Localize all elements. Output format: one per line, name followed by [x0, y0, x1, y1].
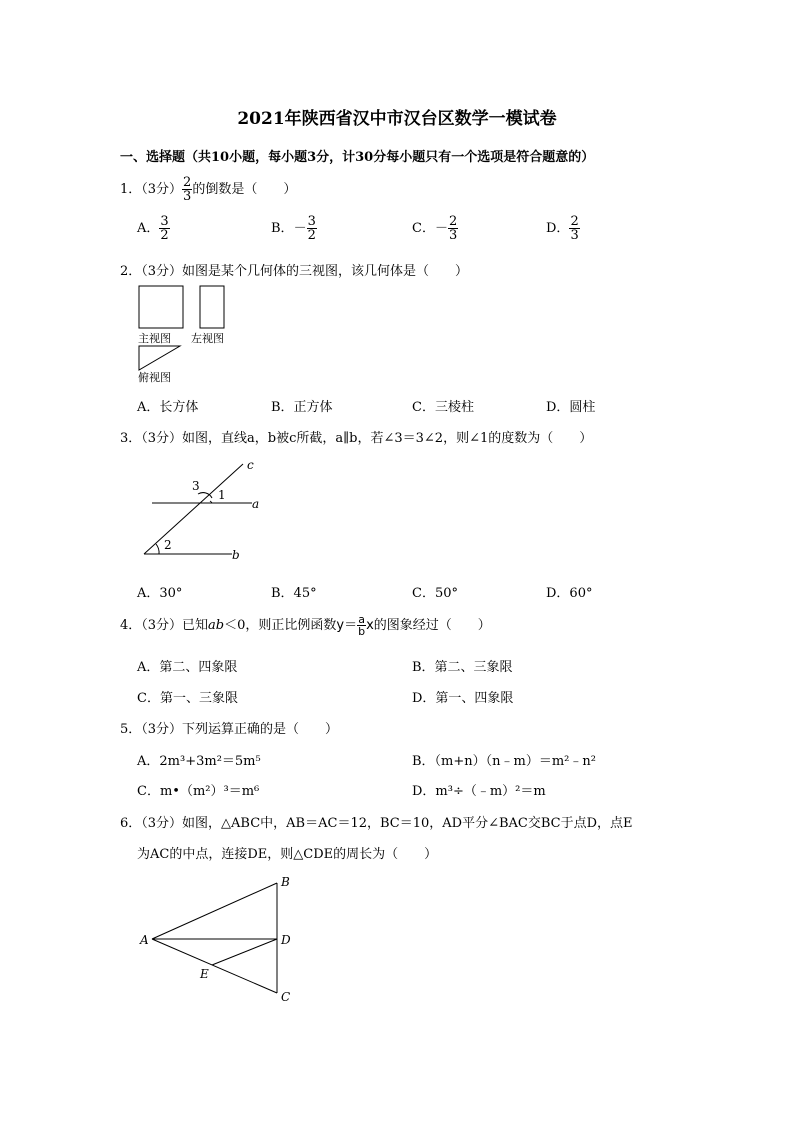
line-c	[144, 464, 243, 554]
q5-option-d[interactable]: D．m³÷（﹣m）²＝m	[412, 784, 546, 799]
label-b: b	[232, 548, 240, 562]
question-5-stem: 5．（3分）下列运算正确的是（ ）	[120, 722, 339, 737]
label-1: 1	[218, 488, 226, 502]
q1-option-c[interactable]: C．－ $\frac{2}{3}$	[412, 214, 458, 243]
q5-option-c[interactable]: C．m•（m²）³＝m⁶	[137, 784, 260, 799]
label-E: E	[200, 967, 209, 981]
fraction: $\frac{2}{3}$	[183, 175, 192, 204]
parallel-lines-figure	[140, 455, 270, 567]
q2-option-d[interactable]: D．圆柱	[546, 400, 596, 415]
angle-2-arc	[156, 544, 159, 554]
q1-option-d[interactable]: D． $\frac{2}{3}$	[546, 214, 579, 243]
q1-option-b[interactable]: B．－ $\frac{3}{2}$	[271, 214, 316, 243]
q4-option-b[interactable]: B．第二、三象限	[412, 660, 513, 675]
label-C: C	[281, 990, 291, 1004]
question-1-stem: 1．（3分） $\frac{2}{3}$ 的倒数是（ ）	[120, 175, 297, 204]
q1-option-a[interactable]: A． $\frac{3}{2}$	[137, 214, 169, 243]
q3-option-d[interactable]: D．60°	[546, 586, 593, 601]
q2-option-b[interactable]: B．正方体	[271, 400, 333, 415]
label-A: A	[140, 933, 149, 947]
q2-option-a[interactable]: A．长方体	[137, 400, 199, 415]
q2-option-c[interactable]: C．三棱柱	[412, 400, 474, 415]
q3-option-a[interactable]: A．30°	[137, 586, 183, 601]
question-3-stem: 3．（3分）如图，直线a，b被c所截，a∥b，若∠3＝3∠2，则∠1的度数为（ ）	[120, 431, 593, 446]
left-view-label: 左视图	[191, 332, 224, 345]
label-B: B	[281, 875, 290, 889]
segment-ab	[152, 883, 277, 939]
label-a: a	[252, 497, 260, 511]
q5-option-b[interactable]: B．（m+n）（n﹣m）＝m²﹣n²	[412, 754, 596, 769]
segment-ac	[152, 939, 277, 993]
label-D: D	[281, 933, 291, 947]
triangle-figure	[136, 870, 306, 1010]
q4-option-d[interactable]: D．第一、四象限	[412, 691, 514, 706]
question-4-stem: 4．（3分）已知ab＜0，则正比例函数y＝ $\frac{a}{b}$ x的图象经过（ ）	[120, 613, 491, 638]
label-c: c	[247, 458, 254, 472]
q4-option-c[interactable]: C．第一、三象限	[137, 691, 238, 706]
front-view-label: 主视图	[138, 332, 171, 345]
page-title: 2021年陕西省汉中市汉台区数学一模试卷	[237, 109, 557, 129]
label-3: 3	[192, 479, 200, 493]
question-6-stem-line2: 为AC的中点，连接DE，则△CDE的周长为（ ）	[137, 847, 438, 862]
q4-option-a[interactable]: A．第二、四象限	[137, 660, 238, 675]
q3-option-b[interactable]: B．45°	[271, 586, 317, 601]
top-view-label: 俯视图	[138, 371, 171, 384]
segment-de	[212, 939, 277, 965]
q5-option-a[interactable]: A．2m³+3m²＝5m⁵	[137, 754, 261, 769]
label-2: 2	[164, 538, 172, 552]
question-2-stem: 2．（3分）如图是某个几何体的三视图，该几何体是（ ）	[120, 264, 469, 279]
front-view-rect	[139, 286, 183, 328]
q3-option-c[interactable]: C．50°	[412, 586, 458, 601]
left-view-rect	[200, 286, 224, 328]
top-view-triangle	[139, 346, 180, 370]
section-heading: 一、选择题（共10小题，每小题3分，计30分每小题只有一个选项是符合题意的）	[120, 150, 595, 165]
angle-3-arc	[198, 493, 212, 498]
question-number: 1．（3分）	[120, 182, 183, 197]
question-6-stem-line1: 6．（3分）如图，△ABC中，AB＝AC＝12，BC＝10，AD平分∠BAC交BC于点D，点E	[120, 816, 633, 831]
